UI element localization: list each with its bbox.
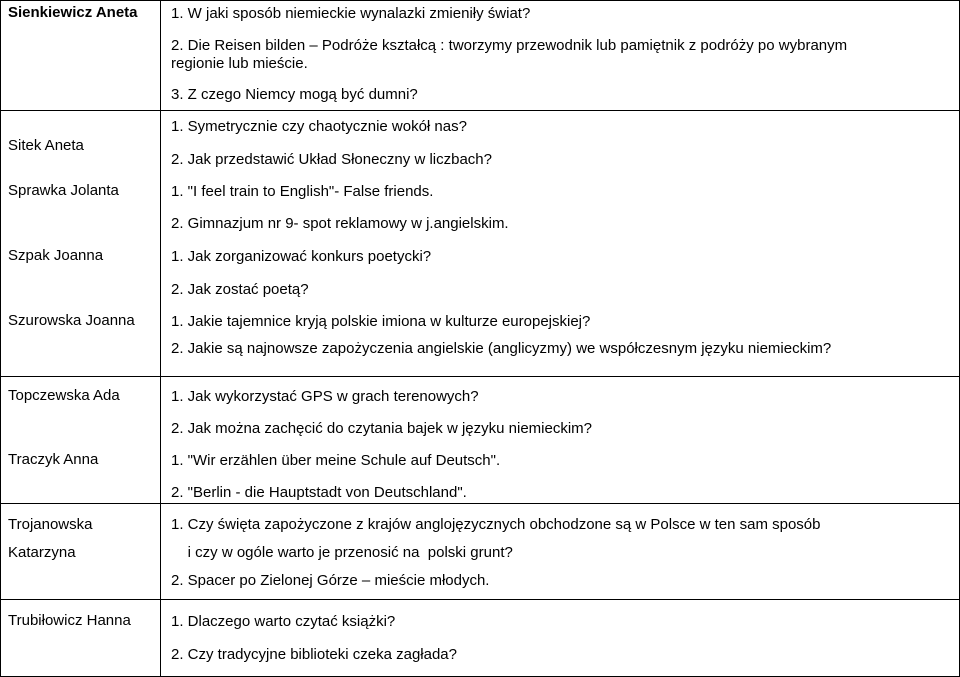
topic-item: 2. Jakie są najnowsze zapożyczenia angielskie (anglicyzmy) we współczesnym języku niemieckim? <box>171 340 832 357</box>
topic-item: 1. Dlaczego warto czytać książki? <box>171 613 396 630</box>
author-name: Szurowska Joanna <box>8 312 135 329</box>
table-border-top <box>0 0 960 1</box>
topic-item: 1. Jak zorganizować konkurs poetycki? <box>171 248 432 265</box>
topic-item: 2. Spacer po Zielonej Górze – mieście młodych. <box>171 572 490 589</box>
author-name: Sitek Aneta <box>8 137 84 154</box>
author-name: Topczewska Ada <box>8 387 120 404</box>
topic-item: 2. Jak zostać poetą? <box>171 281 309 298</box>
column-divider <box>160 0 161 677</box>
topic-item: 1. W jaki sposób niemieckie wynalazki zmieniły świat? <box>171 5 531 22</box>
table-border-left <box>0 0 1 677</box>
topic-item: 3. Z czego Niemcy mogą być dumni? <box>171 86 418 103</box>
topic-item: 1. "Wir erzählen über meine Schule auf Deutsch". <box>171 452 501 469</box>
topic-item: regionie lub mieście. <box>171 55 308 72</box>
author-name-line-2: Katarzyna <box>8 544 76 561</box>
topic-item: 2. Czy tradycyjne biblioteki czeka zagłada? <box>171 646 457 663</box>
topic-item: i czy w ogóle warto je przenosić na polski grunt? <box>171 544 513 561</box>
topic-item: 2. Die Reisen bilden – Podróże kształcą : tworzymy przewodnik lub pamiętnik z podróży po wybranym <box>171 37 848 54</box>
row-divider <box>0 503 960 504</box>
topic-item: 1. "I feel train to English"- False friends. <box>171 183 434 200</box>
author-name: Szpak Joanna <box>8 247 104 264</box>
row-divider <box>0 376 960 377</box>
topic-item: 2. Jak przedstawić Układ Słoneczny w liczbach? <box>171 151 492 168</box>
row-divider <box>0 110 960 111</box>
author-name: Trojanowska <box>8 516 93 533</box>
topic-item: 1. Czy święta zapożyczone z krajów anglojęzycznych obchodzone są w Polsce w ten sam sposób <box>171 516 821 533</box>
author-name: Traczyk Anna <box>8 451 99 468</box>
topic-item: 1. Jakie tajemnice kryją polskie imiona w kulturze europejskiej? <box>171 313 591 330</box>
author-name: Sienkiewicz Aneta <box>8 4 138 21</box>
row-divider <box>0 599 960 600</box>
author-name: Trubiłowicz Hanna <box>8 612 131 629</box>
topic-item: 1. Jak wykorzystać GPS w grach terenowych? <box>171 388 479 405</box>
topic-item: 2. Gimnazjum nr 9- spot reklamowy w j.angielskim. <box>171 215 509 232</box>
topic-item: 1. Symetrycznie czy chaotycznie wokół nas? <box>171 118 467 135</box>
author-name: Sprawka Jolanta <box>8 182 119 199</box>
topic-item: 2. "Berlin - die Hauptstadt von Deutschland". <box>171 484 467 501</box>
topic-item: 2. Jak można zachęcić do czytania bajek w języku niemieckim? <box>171 420 593 437</box>
